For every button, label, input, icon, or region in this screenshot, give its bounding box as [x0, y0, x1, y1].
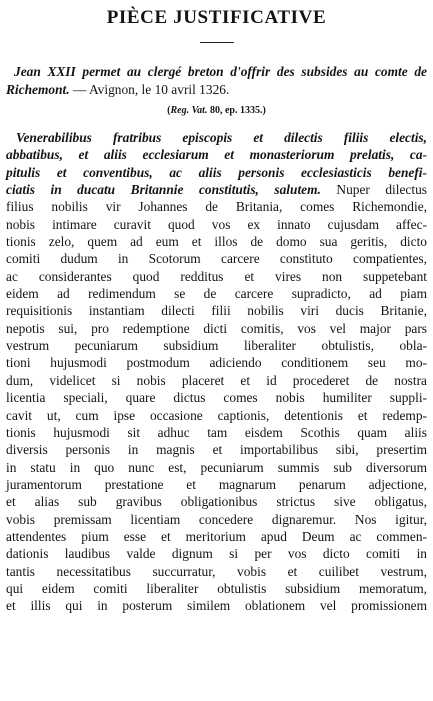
body-line [6, 372, 427, 389]
body-line [6, 146, 427, 163]
body-line [6, 407, 427, 424]
body-line-text: nepotis sui, pro redemptione dicti comitis, vos vel major pars [6, 320, 427, 336]
body-line [6, 320, 427, 337]
body-line [6, 129, 427, 146]
body-line-text: nobis intimare curavit quod vos ex innato cujusdam affec- [6, 216, 427, 232]
body-line-text: filius nobilis vir Johannes de Britania, comes Richemondie, [6, 199, 427, 215]
body-line-text: Nuper dilectus [320, 182, 428, 198]
reference-detail: 80, ep. 1335. [209, 105, 263, 116]
body-line [6, 545, 427, 562]
body-line [6, 337, 427, 354]
body-line-text: juramentorum prestatione et magnarum penarum adjectione, [6, 476, 427, 492]
title-rule [200, 42, 234, 43]
body-line-text: in statu in quo nunc est, pecuniarum summis sub diversorum [6, 459, 427, 475]
body-line [6, 268, 427, 285]
body-line [6, 528, 427, 545]
body-line-text: tantis necessitatibus succurratur, vobis et cuilibet vestrum, [6, 563, 427, 579]
body-line [6, 216, 427, 233]
document-heading [6, 63, 427, 98]
body-line-text: dum, videlicet si nobis placeret et id procederet de nostra [6, 372, 427, 388]
body-line [6, 389, 427, 406]
body-line [6, 354, 427, 371]
body-line-text: cavit ut, cum ipse occasione captionis, detentionis et redemp- [6, 407, 427, 423]
archive-reference: (Reg. Vat. 80, ep. 1335.) [167, 105, 266, 116]
body-line [6, 424, 427, 441]
body-line-text: tionis hujusmodi sit adhuc tam eisdem Scothis quam aliis [6, 424, 427, 440]
heading-summary: Jean XXII permet au clergé breton d'offrir des subsides au comte de Richemont. [6, 64, 427, 97]
body-line-text: vestrum pecuniarum subsidium liberaliter obtulistis, obla- [6, 338, 427, 354]
body-line-italic: Venerabilibus fratribus episcopis et dilectis filiis electis, [16, 130, 427, 145]
body-line [6, 302, 427, 319]
body-line-text: comiti dudum in Scotorum carcere constituto compatientes, [6, 251, 427, 267]
body-line-text: tionis zelo, quem ad eum et illos de domo sua geritis, dicto [6, 234, 427, 250]
body-line-text: attendentes pium esse et meritorium apud Deum ac commen- [6, 528, 427, 544]
body-line-text: ac considerantes quod redditus et vires non suppetebant [6, 268, 427, 284]
page-title: PIÈCE JUSTIFICATIVE [106, 7, 327, 28]
body-line-text: et alias sub gravibus obligationibus strictus sive obligatus, [6, 494, 427, 510]
body-line-text: requisitionis instantiam dilecti filii nobilis viri ducis Britanie, [6, 303, 427, 319]
body-line-text: diversis personis in magnis et importabilibus sibi, presertim [6, 442, 427, 458]
body-line-text: qui eidem comiti liberaliter obtulistis subsidium memoratum, [6, 580, 427, 596]
letter-body [6, 129, 427, 615]
heading-place-date: — Avignon, le 10 avril 1326. [72, 81, 230, 97]
body-line [6, 250, 427, 267]
body-line [6, 198, 427, 215]
body-line [6, 563, 427, 580]
body-line-text: tioni hujusmodi postmodum adiciendo conditionem seu mo- [6, 355, 427, 371]
body-line-italic: abbatibus, et aliis ecclesiarum et monasteriorum prelatis, ca- [6, 147, 427, 163]
body-line [6, 441, 427, 458]
body-line [6, 476, 427, 493]
body-line-text: licentia speciali, quare dictus comes nobis humiliter suppli- [6, 390, 427, 406]
body-line [6, 233, 427, 250]
body-line-text: eidem ad redimendum se de carcere supradicto, ad piam [6, 286, 427, 302]
body-line-text: dationis laudibus valde dignum si per vos dicto comiti in [6, 546, 427, 562]
reference-abbr: Reg. Vat. [170, 105, 208, 116]
body-line [6, 493, 427, 510]
body-line [6, 597, 427, 614]
body-line [6, 181, 427, 198]
body-line-italic: pitulis et conventibus, ac aliis personis ecclesiasticis benefi- [6, 164, 427, 180]
body-line [6, 459, 427, 476]
body-line-text: vobis premissam licentiam concedere dignaremur. Nos igitur, [6, 511, 427, 527]
body-line [6, 580, 427, 597]
body-line [6, 511, 427, 528]
body-line [6, 164, 427, 181]
body-line [6, 285, 427, 302]
body-line-italic: ciatis in ducatu Britannie constitutis, salutem. [6, 182, 321, 198]
body-line-text: et illis qui in posterum similem oblationem vel promissionem [6, 598, 427, 614]
